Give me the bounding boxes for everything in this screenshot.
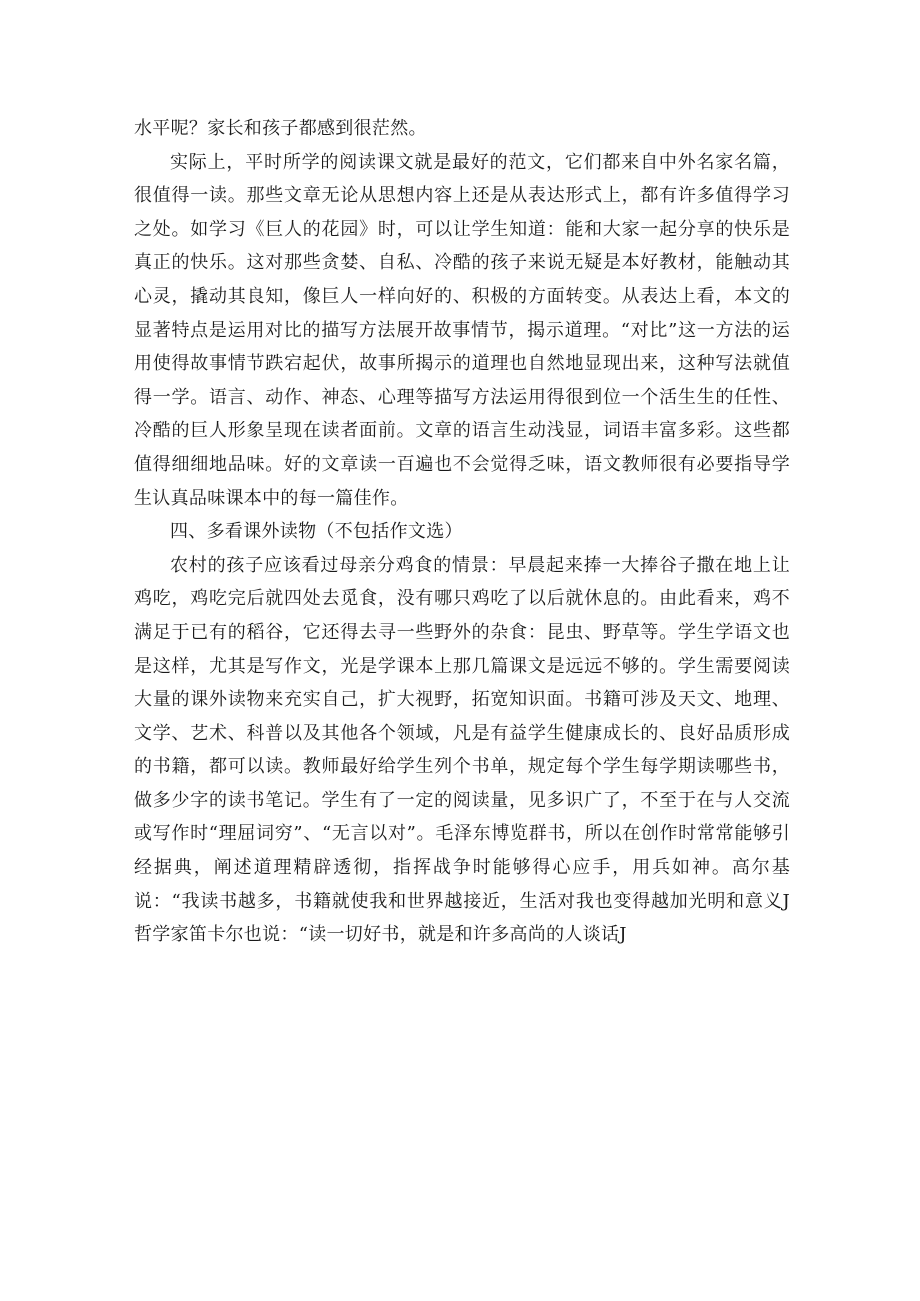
paragraph-continuation: 水平呢？家长和孩子都感到很茫然。	[134, 118, 427, 139]
paragraph-reading-texts: 实际上，平时所学的阅读课文就是最好的范文，它们都来自中外名家名篇，很值得一读。那些文章无论从思想内容上还是从表达形式上，都有许多值得学习之处。如学习《巨人的花园》时，可以让学生知道：能和大家一起分享的快乐是真正的快乐。这对那些贪婪、自私、冷酷的孩子来说无疑是本好教材，能触动其心灵，撬动其良知，像巨人一样向好的、积极的方面转变。从表达上看，本文的显著特点是运用对比的描写方法展开故事情节，揭示道理。“对比”这一方法的运用使得故事情节跌宕起伏，故事所揭示的道理也自然地显现出来，这种写法就值得一学。语言、动作、神态、心理等描写方法运用得很到位一个活生生的任性、冷酷的巨人形象呈现在读者面前。文章的语言生动浅显，词语丰富多彩。这些都值得细细地品味。好的文章读一百遍也不会觉得乏味，语文教师很有必要指导学生认真品味课本中的每一篇佳作。	[134, 151, 790, 509]
paragraph-extracurricular-reading: 农村的孩子应该看过母亲分鸡食的情景：早晨起来捧一大捧谷子撒在地上让鸡吃，鸡吃完后就四处去觅食，没有哪只鸡吃了以后就休息的。由此看来，鸡不满足于已有的稻谷，它还得去寻一些野外的杂食：昆虫、野草等。学生学语文也是这样，尤其是写作文，光是学课本上那几篇课文是远远不够的。学生需要阅读大量的课外读物来充实自己，扩大视野，拓宽知识面。书籍可涉及天文、地理、文学、艺术、科普以及其他各个领域，凡是有益学生健康成长的、良好品质形成的书籍，都可以读。教师最好给学生列个书单，规定每个学生每学期读哪些书，做多少字的读书笔记。学生有了一定的阅读量，见多识广了，不至于在与人交流或写作时“理屈词穷”、“无言以对”。毛泽东博览群书，所以在创作时常常能够引经据典，阐述道理精辟透彻，指挥战争时能够得心应手，用兵如神。高尔基说：“我读书越多，书籍就使我和世界越接近，生活对我也变得越加光明和意义J哲学家笛卡尔也说：“读一切好书，就是和许多高尚的人谈话J	[134, 554, 790, 946]
body-text	[134, 112, 790, 952]
section-heading-extracurricular-reading: 四、多看课外读物（不包括作文选）	[170, 521, 463, 543]
